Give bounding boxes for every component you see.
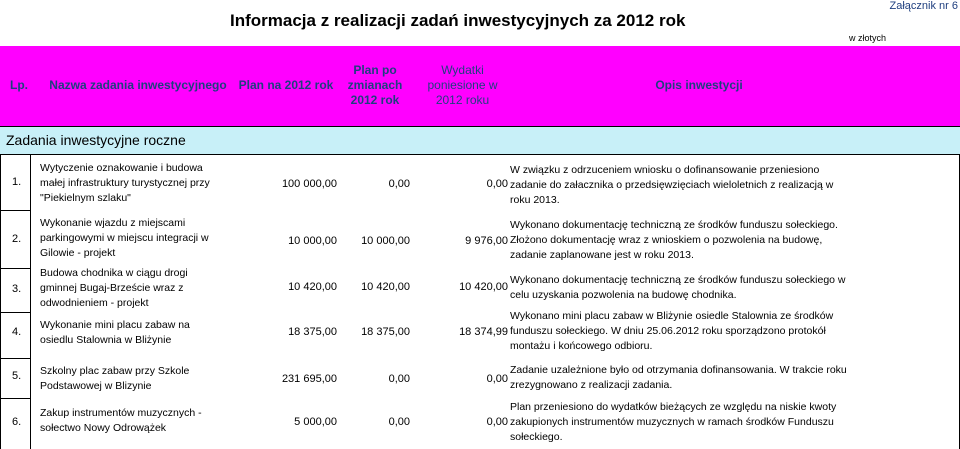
row-description-line: zadanie zaplanowane jest w roku 2013. bbox=[510, 249, 694, 261]
row-name-line: gminnej Bugaj-Brzeście wraz z bbox=[40, 282, 184, 294]
row-lp: 4. bbox=[12, 326, 22, 338]
header-plan-changes-line1: Plan po bbox=[353, 63, 397, 77]
header-plan-changes-line3: 2012 rok bbox=[350, 93, 400, 107]
row-description-line: celu uzyskania pozwolenia na budowę chodnika. bbox=[510, 289, 737, 301]
row-lp: 3. bbox=[12, 283, 22, 295]
units-label: w złotych bbox=[848, 33, 886, 43]
row-lp: 2. bbox=[12, 233, 22, 245]
grid-line bbox=[0, 268, 30, 269]
header-lp: Lp. bbox=[10, 78, 28, 92]
row-name-line: Wykonanie mini placu zabaw na bbox=[40, 319, 190, 331]
row-expenses: 0,00 bbox=[486, 373, 508, 385]
header-plan-changes bbox=[340, 63, 410, 108]
row-name-line: Gilowie - projekt bbox=[40, 247, 116, 259]
row-description-line: Wykonano dokumentację techniczną ze środków funduszu sołeckiego w bbox=[510, 274, 846, 286]
row-plan: 10 420,00 bbox=[288, 281, 337, 293]
grid-line bbox=[0, 210, 30, 211]
row-lp: 5. bbox=[12, 370, 22, 382]
header-plan: Plan na 2012 rok bbox=[238, 78, 334, 92]
row-lp: 1. bbox=[12, 176, 22, 188]
row-name-line: Wykonanie wjazdu z miejscami bbox=[40, 217, 186, 229]
row-plan: 231 695,00 bbox=[281, 373, 337, 385]
grid-line bbox=[30, 154, 31, 449]
row-description bbox=[510, 309, 884, 354]
row-description bbox=[510, 400, 884, 445]
row-description bbox=[510, 363, 884, 393]
row-name-line: osiedlu Stalownia w Bliżynie bbox=[40, 334, 172, 346]
row-plan-changes: 10 000,00 bbox=[361, 235, 410, 247]
row-plan-changes: 0,00 bbox=[388, 416, 410, 428]
row-plan: 5 000,00 bbox=[294, 416, 337, 428]
row-plan: 10 000,00 bbox=[288, 235, 337, 247]
row-description-line: zadanie do załacznika o przedsięwzięciach wieloletnich z realizacją w bbox=[510, 179, 834, 191]
row-name bbox=[40, 216, 230, 261]
row-name-line: Wytyczenie oznakowanie i budowa bbox=[40, 162, 203, 174]
grid-line bbox=[0, 126, 960, 127]
header-expenses-line2: poniesione w bbox=[427, 78, 498, 92]
page-title: Informacja z realizacji zadań inwestycyjnych za 2012 rok bbox=[230, 11, 686, 30]
row-name-line: sołectwo Nowy Odrowążek bbox=[40, 422, 167, 434]
row-expenses: 0,00 bbox=[486, 416, 508, 428]
row-description-line: Wykonano dokumentację techniczną ze środków funduszu sołeckiego. bbox=[510, 219, 838, 231]
grid-line bbox=[0, 154, 1, 449]
row-plan: 18 375,00 bbox=[288, 326, 337, 338]
row-name-line: małej infrastruktury turystycznej przy bbox=[40, 177, 210, 189]
grid-line bbox=[0, 398, 30, 399]
row-name-line: Zakup instrumentów muzycznych - bbox=[40, 407, 202, 419]
row-description-line: roku 2013. bbox=[510, 194, 560, 206]
header-description: Opis inwestycji bbox=[655, 78, 743, 92]
row-description-line: Zadanie uzależnione było od otrzymania dofinansowania. W trakcie roku bbox=[510, 364, 847, 376]
row-lp: 6. bbox=[12, 416, 22, 428]
row-name bbox=[40, 161, 230, 206]
header-name: Nazwa zadania inwestycyjnego bbox=[49, 78, 227, 92]
row-description-line: W związku z odrzuceniem wniosku o dofinansowanie przeniesiono bbox=[510, 164, 820, 176]
row-expenses: 9 976,00 bbox=[465, 235, 508, 247]
grid-line bbox=[0, 358, 30, 359]
row-name-line: odwodnieniem - projekt bbox=[40, 297, 149, 309]
header-plan-changes-line2: zmianach bbox=[347, 78, 403, 92]
row-name-line: Budowa chodnika w ciągu drogi bbox=[40, 267, 188, 279]
section-title: Zadania inwestycyjne roczne bbox=[0, 126, 960, 154]
row-name bbox=[40, 364, 230, 394]
row-plan-changes: 0,00 bbox=[388, 178, 410, 190]
row-description-line: Wykonano mini placu zabaw w Bliżynie osiedle Stalownia ze środków bbox=[510, 310, 834, 322]
row-name bbox=[40, 406, 230, 436]
row-description-line: Złożono dokumentację wraz z wnioskiem o pozwolenia na budowę, bbox=[510, 234, 823, 246]
row-name-line: parkingowymi w miejscu integracji w bbox=[40, 232, 209, 244]
header-expenses-line3: 2012 roku bbox=[435, 93, 490, 107]
grid-line bbox=[0, 154, 960, 155]
row-description-line: Plan przeniesiono do wydatków bieżących ze względu na niskie kwoty bbox=[510, 401, 837, 413]
row-name bbox=[40, 266, 230, 311]
attachment-label: Załącznik nr 6 bbox=[889, 0, 958, 12]
row-name-line: Podstawowej w Blizynie bbox=[40, 380, 152, 392]
row-expenses: 18 374,99 bbox=[459, 326, 508, 338]
grid-line bbox=[0, 312, 30, 313]
row-description bbox=[510, 273, 884, 303]
table-header bbox=[0, 46, 960, 126]
row-description-line: zrezygnowano z realizacji zadania. bbox=[510, 379, 673, 391]
row-description-line: zakupionych instrumentów muzycznych w ramach środków Funduszu bbox=[510, 416, 834, 428]
row-description-line: funduszu sołeckiego. W dniu 25.06.2012 roku sporządzono protokół bbox=[510, 325, 826, 337]
row-expenses: 0,00 bbox=[486, 178, 508, 190]
row-description-line: sołeckiego. bbox=[510, 431, 563, 443]
row-name-line: Szkolny plac zabaw przy Szkole bbox=[40, 365, 190, 377]
header-expenses-line1: Wydatki bbox=[441, 63, 484, 77]
row-plan-changes: 18 375,00 bbox=[361, 326, 410, 338]
row-name-line: "Piekielnym szlaku" bbox=[40, 192, 131, 204]
row-name bbox=[40, 318, 230, 348]
row-description-line: montażu i końcowego odbioru. bbox=[510, 340, 653, 352]
row-plan-changes: 0,00 bbox=[388, 373, 410, 385]
row-description bbox=[510, 163, 884, 208]
header-expenses bbox=[415, 63, 510, 108]
row-plan-changes: 10 420,00 bbox=[361, 281, 410, 293]
row-plan: 100 000,00 bbox=[281, 178, 337, 190]
row-expenses: 10 420,00 bbox=[459, 281, 508, 293]
row-description bbox=[510, 218, 884, 263]
